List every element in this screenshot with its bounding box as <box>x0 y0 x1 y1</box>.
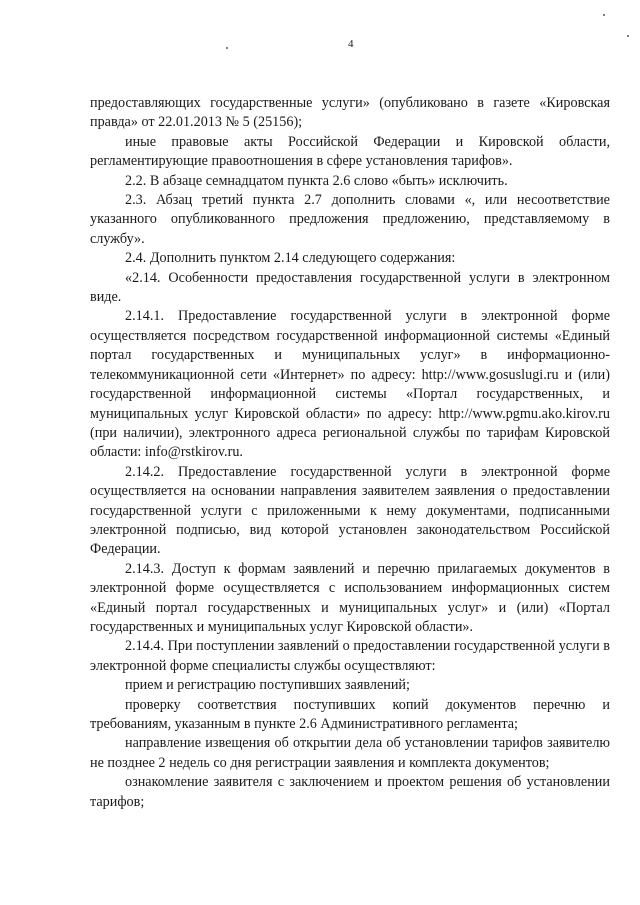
paragraph: ознакомление заявителя с заключением и проектом решения об установлении тарифов; <box>90 774 610 810</box>
scan-mark <box>603 14 605 16</box>
paragraph: 2.2. В абзаце семнадцатом пункта 2.6 слово «быть» исключить. <box>125 172 508 189</box>
page-number: 4 <box>348 38 354 50</box>
paragraph: иные правовые акты Российской Федерации и Кировской области, регламентирующие правоотношения в сфере установления тарифов». <box>90 133 610 170</box>
paragraph: 2.4. Дополнить пунктом 2.14 следующего содержания: <box>125 250 456 267</box>
paragraph: 2.14.3. Доступ к формам заявлений и перечню прилагаемых документов в электронной форме осуществляется с использованием информационных систем «Единый портал государственных и муниципальных услуг» и (или) «Портал государственных и муниципальных услуг Кировской области». <box>90 560 610 635</box>
paragraph: предоставляющих государственные услуги» (опубликовано в газете «Кировская правда» от 22.01.2013 № 5 (25156); <box>90 95 610 131</box>
paragraph: проверку соответствия поступивших копий документов перечню и требованиям, указанным в пункте 2.6 Административного регламента; <box>90 696 610 732</box>
paragraph: прием и регистрацию поступивших заявлений; <box>125 677 410 694</box>
paragraph: 2.14.4. При поступлении заявлений о предоставлении государственной услуги в электронной форме специалисты службы осуществляют: <box>90 638 610 674</box>
paragraph: 2.14.2. Предоставление государственной услуги в электронной форме осуществляется на основании направления заявителем заявления о предоставлении государственной услуги с приложенными к нему документами, подписанными электронной подписью, вид которой установлен законодательством Российской Федерации. <box>90 463 610 558</box>
document-body <box>90 94 610 812</box>
paragraph: 2.3. Абзац третий пункта 2.7 дополнить словами «, или несоответствие указанного опубликованного предложения предложению, представляемому в службу». <box>90 192 610 247</box>
paragraph: «2.14. Особенности предоставления государственной услуги в электронном виде. <box>90 269 610 306</box>
scan-mark <box>226 47 228 49</box>
scan-mark <box>627 35 629 37</box>
paragraph: направление извещения об открытии дела об установлении тарифов заявителю не позднее 2 недель со дня регистрации заявления и комплекта документов; <box>90 735 610 771</box>
paragraph: 2.14.1. Предоставление государственной услуги в электронной форме осуществляется посредством государственной информационной системы «Единый портал государственных и муниципальных услуг» в информационно-телекоммуникационной сети «Интернет» по адресу: http://www.gosuslugi.ru и (или) государственной информационной системы «Портал государственных, и муниципальных услуг Кировской области» по адресу: http://www.pgmu.ako.kirov.ru (при наличии), электронного адреса региональной службы по тарифам Кировской области: info@rstkirov.ru. <box>90 308 610 461</box>
